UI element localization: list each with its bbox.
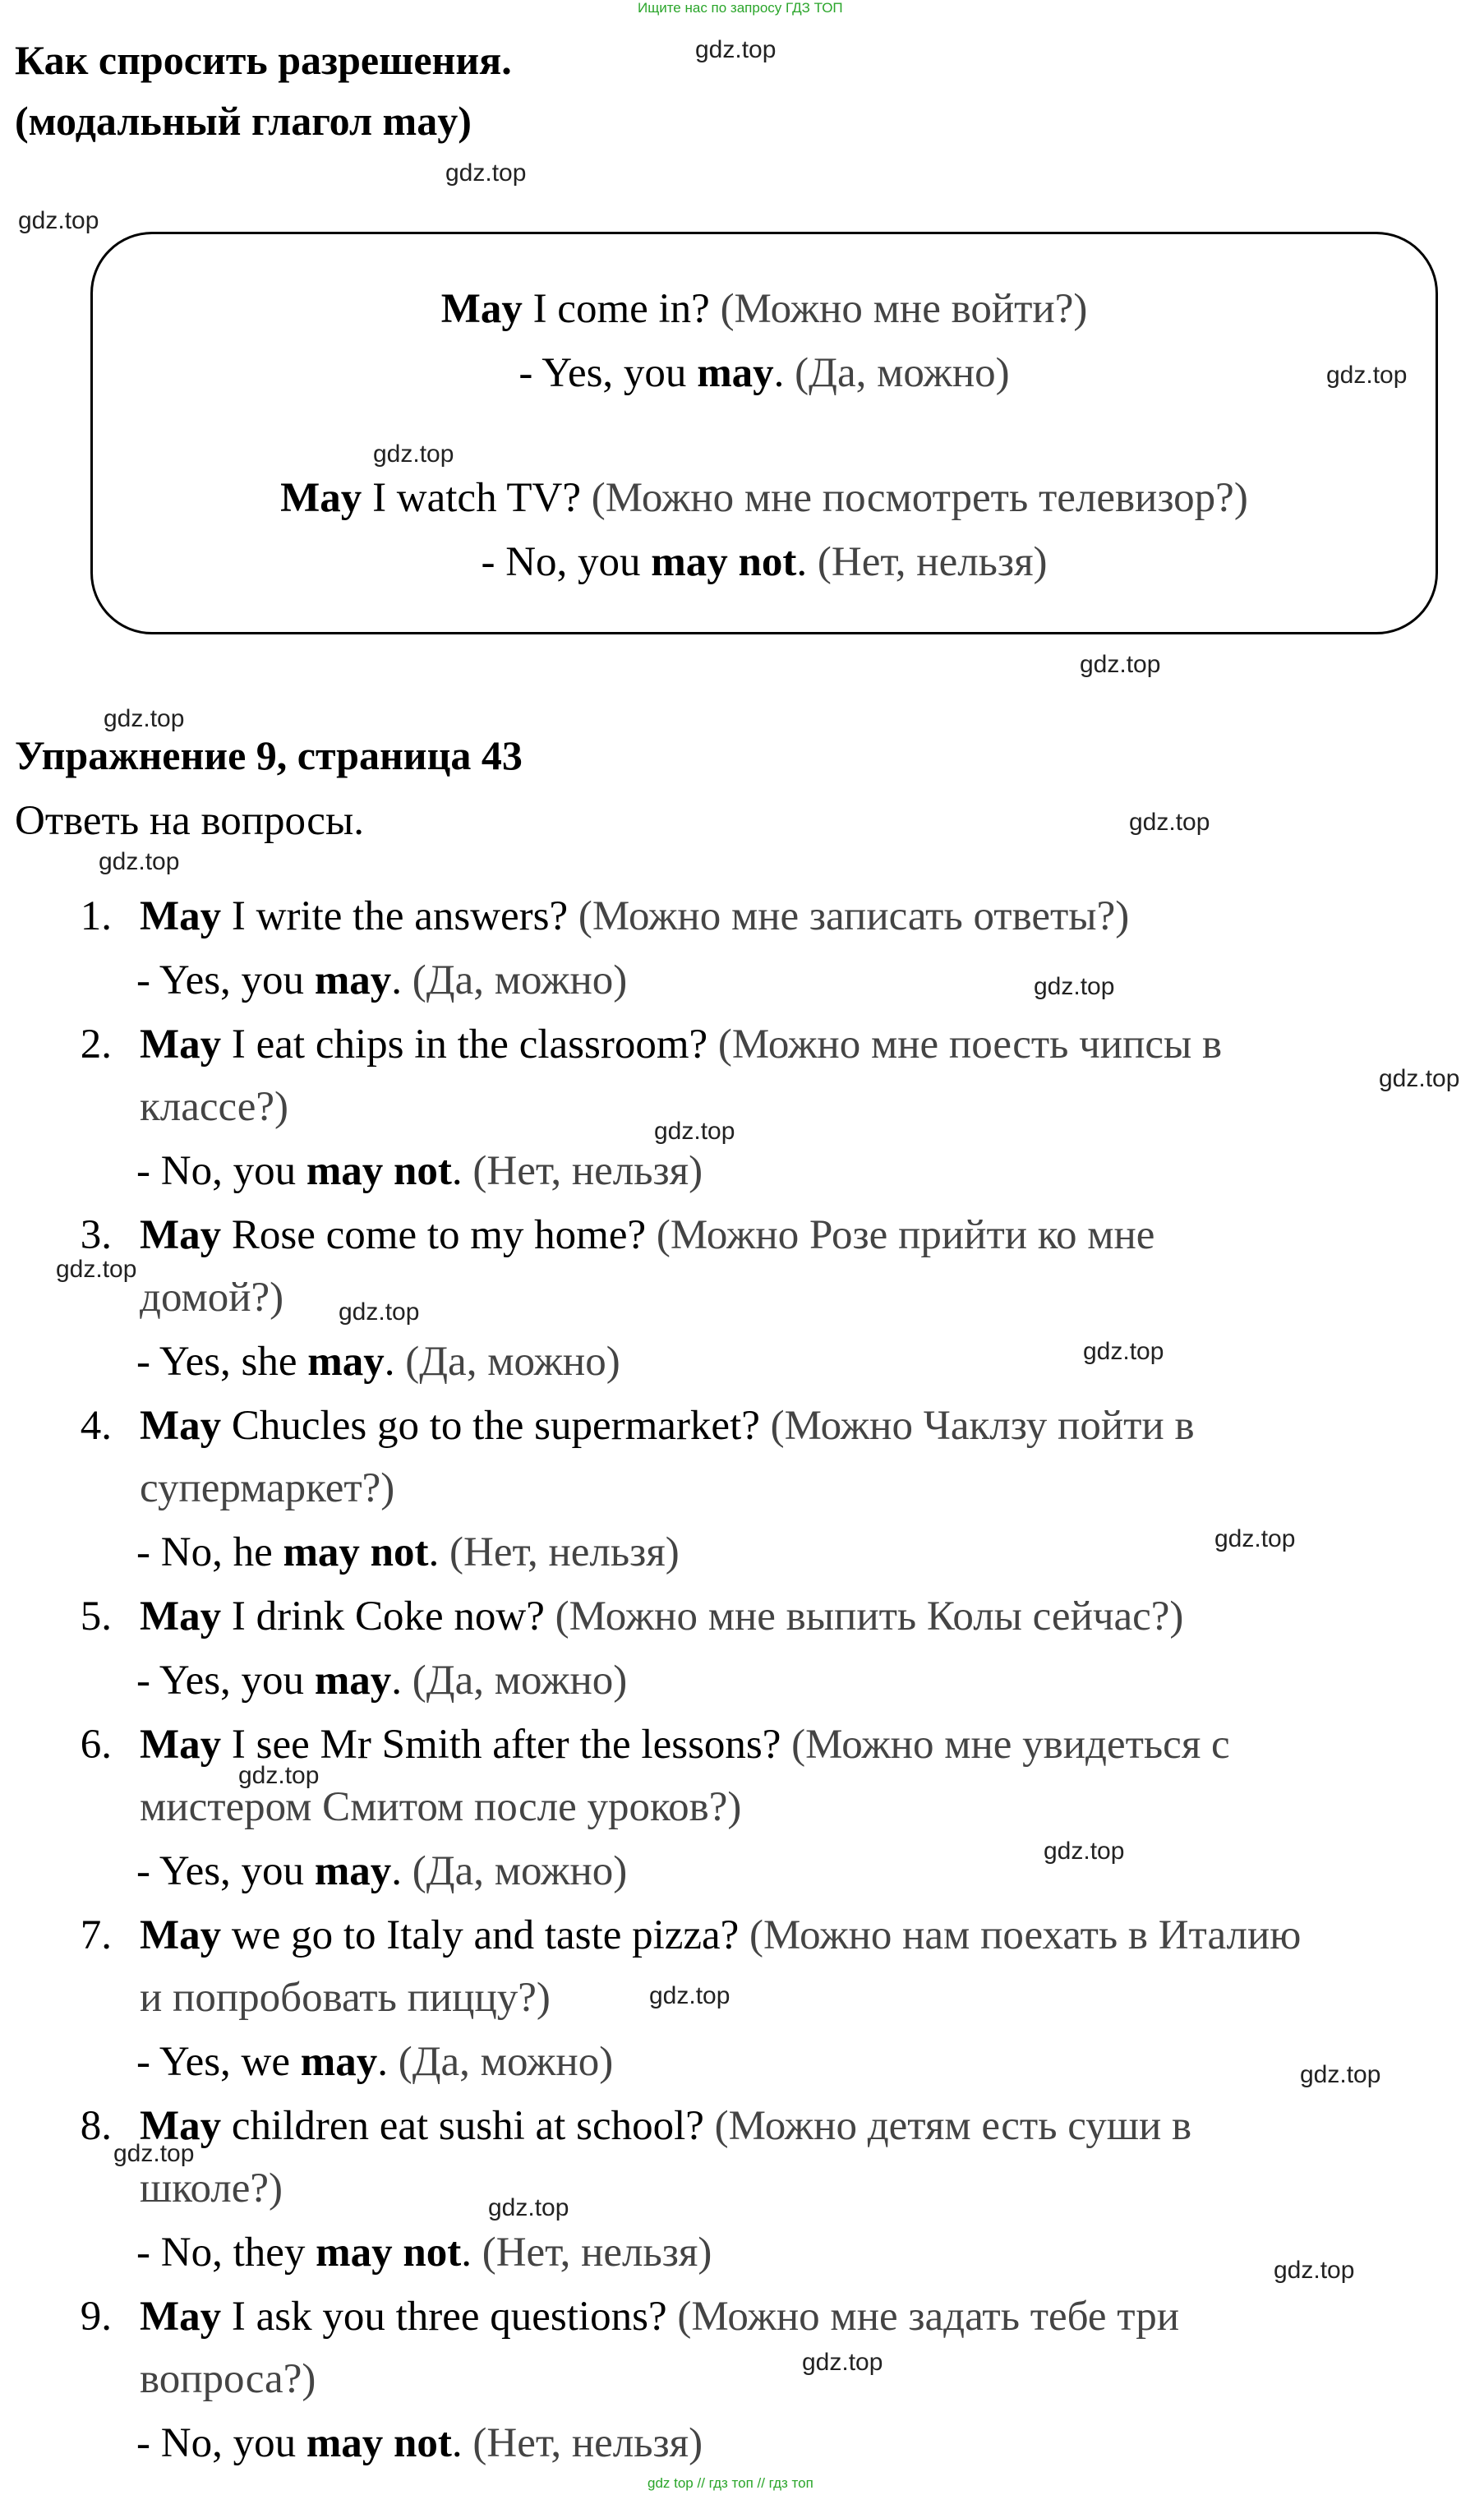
exercise-heading: Упражнение 9, страница 43	[15, 732, 523, 778]
item-number: 5.	[80, 1593, 112, 1640]
watermark: gdz.top	[1300, 2061, 1381, 2088]
watermark: gdz.top	[649, 1982, 730, 2009]
rule-box	[90, 232, 1438, 634]
watermark: gdz.top	[1044, 1838, 1125, 1865]
item-question-continued: супермаркет?)	[140, 1465, 395, 1511]
watermark: gdz.top	[113, 2140, 195, 2167]
watermark: gdz.top	[445, 159, 527, 187]
item-number: 9.	[80, 2294, 112, 2340]
exercise-task: Ответь на вопросы.	[15, 798, 364, 844]
watermark: gdz.top	[1379, 1065, 1460, 1092]
item-question: May I drink Coke now? (Можно мне выпить Колы сейчас?)	[140, 1593, 1184, 1640]
item-question-continued: классе?)	[140, 1084, 289, 1130]
watermark: gdz.top	[1129, 809, 1210, 836]
item-question: May children eat sushi at school? (Можно детям есть суши в	[140, 2103, 1192, 2149]
title-line-2: (модальный глагол may)	[15, 98, 472, 144]
item-answer: - Yes, you may. (Да, можно)	[136, 1848, 628, 1894]
item-question-continued: вопроса?)	[140, 2356, 316, 2402]
watermark: gdz.top	[373, 440, 454, 468]
item-question-continued: школе?)	[140, 2165, 283, 2211]
item-answer: - Yes, you may. (Да, можно)	[136, 1658, 628, 1704]
watermark: gdz.top	[1214, 1525, 1296, 1552]
rule-answer-1: - Yes, you may. (Да, можно)	[518, 350, 1010, 396]
item-number: 7.	[80, 1912, 112, 1958]
watermark: gdz.top	[56, 1256, 137, 1283]
watermark: gdz.top	[1080, 651, 1161, 678]
title-line-1: Как спросить разрешения.	[15, 37, 512, 83]
item-question: May Chucles go to the supermarket? (Можно Чаклзу пойти в	[140, 1403, 1195, 1449]
item-number: 2.	[80, 1022, 112, 1068]
item-question: May I ask you three questions? (Можно мне задать тебе три	[140, 2294, 1179, 2340]
item-answer: - No, he may not. (Нет, нельзя)	[136, 1529, 680, 1575]
watermark: gdz.top	[18, 207, 99, 234]
item-answer: - Yes, she may. (Да, можно)	[136, 1339, 620, 1385]
rule-question-2: May I watch TV? (Можно мне посмотреть телевизор?)	[280, 475, 1248, 521]
item-question-continued: домой?)	[140, 1275, 284, 1321]
item-question: May we go to Italy and taste pizza? (Можно нам поехать в Италию	[140, 1912, 1302, 1958]
item-number: 6.	[80, 1722, 112, 1768]
watermark: gdz.top	[1083, 1338, 1164, 1365]
watermark: gdz.top	[339, 1298, 420, 1326]
item-question-continued: мистером Смитом после уроков?)	[140, 1784, 742, 1830]
item-answer: - Yes, you may. (Да, можно)	[136, 957, 628, 1003]
item-question: May I eat chips in the classroom? (Можно мне поесть чипсы в	[140, 1022, 1223, 1068]
item-number: 4.	[80, 1403, 112, 1449]
watermark: gdz.top	[695, 36, 777, 63]
watermark: gdz.top	[1326, 362, 1408, 389]
watermark: gdz.top	[104, 705, 185, 732]
watermark: gdz.top	[654, 1118, 735, 1145]
bottom-banner: gdz top // гдз топ // гдз топ	[648, 2475, 813, 2491]
item-question: May I write the answers? (Можно мне записать ответы?)	[140, 893, 1130, 939]
rule-answer-2: - No, you may not. (Нет, нельзя)	[481, 539, 1048, 585]
watermark: gdz.top	[1274, 2257, 1355, 2284]
item-number: 1.	[80, 893, 112, 939]
watermark: gdz.top	[1034, 973, 1115, 1000]
watermark: gdz.top	[488, 2194, 569, 2221]
top-banner: Ищите нас по запросу ГДЗ ТОП	[638, 0, 843, 16]
item-answer: - Yes, we may. (Да, можно)	[136, 2039, 614, 2085]
item-answer: - No, you may not. (Нет, нельзя)	[136, 1148, 703, 1194]
item-question-continued: и попробовать пиццу?)	[140, 1975, 551, 2021]
item-number: 3.	[80, 1212, 112, 1258]
watermark: gdz.top	[802, 2349, 883, 2376]
rule-question-1: May I come in? (Можно мне войти?)	[440, 286, 1088, 332]
item-answer: - No, they may not. (Нет, нельзя)	[136, 2230, 712, 2276]
item-answer: - No, you may not. (Нет, нельзя)	[136, 2420, 703, 2466]
item-question: May Rose come to my home? (Можно Розе прийти ко мне	[140, 1212, 1155, 1258]
item-number: 8.	[80, 2103, 112, 2149]
watermark: gdz.top	[238, 1762, 320, 1789]
watermark: gdz.top	[99, 848, 180, 875]
item-question: May I see Mr Smith after the lessons? (Можно мне увидеться с	[140, 1722, 1230, 1768]
